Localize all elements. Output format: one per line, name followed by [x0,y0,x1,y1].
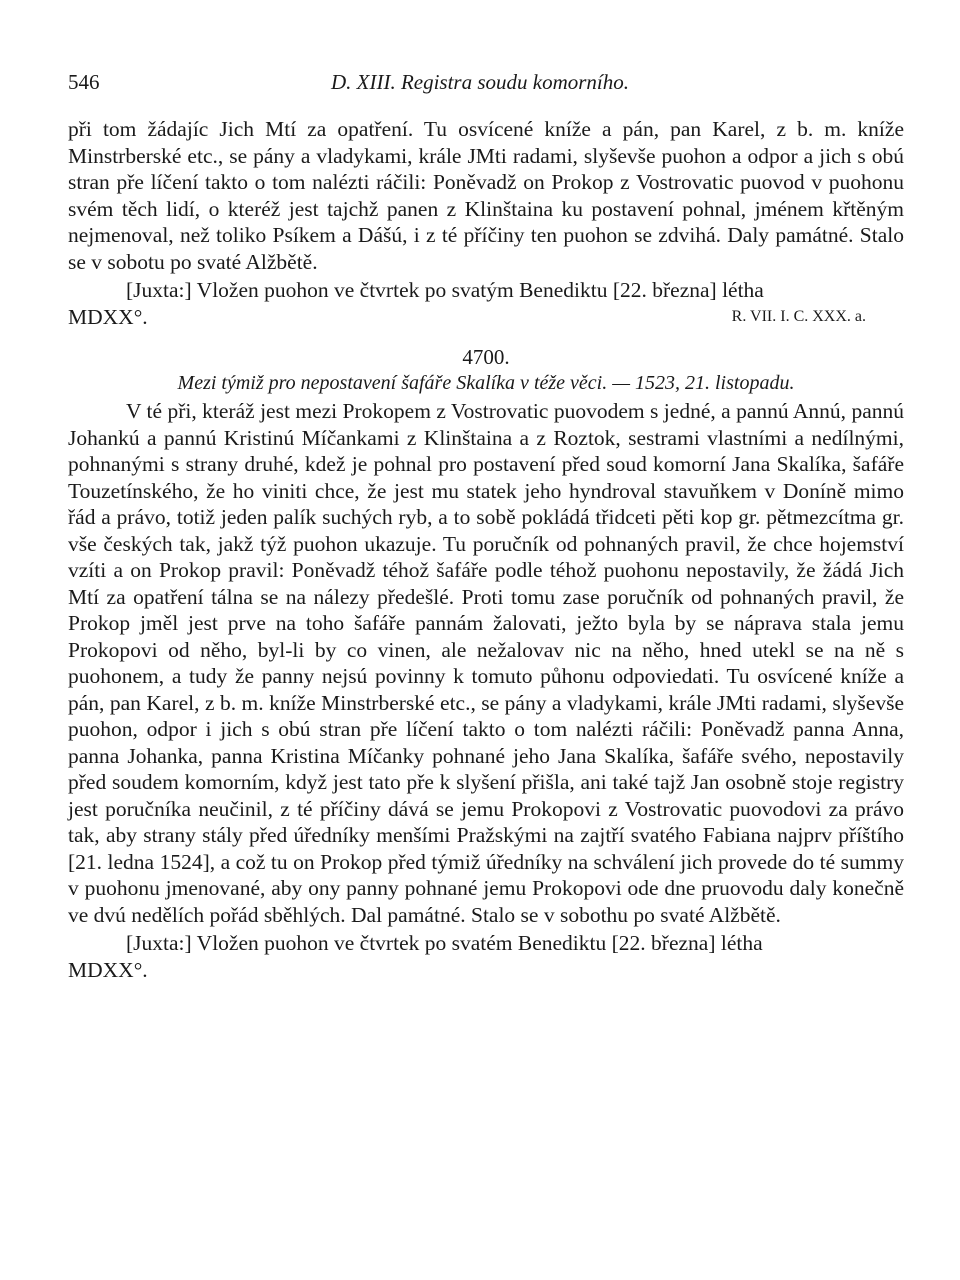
document-juxta: [Juxta:] Vložen puohon ve čtvrtek po svatém Benediktu [22. března] létha [126,931,763,955]
page-number: 546 [68,70,100,94]
document-heading: Mezi týmiž pro nepostavení šafáře Skalíka v téže věci. — 1523, 21. listopadu. [177,372,795,394]
source-reference: R. VII. I. C. XXX. a. [731,307,866,325]
prev-entry-juxta: [Juxta:] Vložen puohon ve čtvrtek po svatým Benediktu [22. března] létha [126,278,764,302]
page-body [68,116,904,983]
running-title: D. XIII. Registra soudu komorního. [330,70,630,94]
document-number: 4700. [462,345,510,369]
prev-entry-paragraph: při tom žádajíc Jich Mtí za opatření. Tu osvícené kníže a pán, pan Karel, z b. m. kníže Minstrberské etc., se pány a vladykami, krále JMti radami, slyševše puohon a odpor a jich s obú stran pře líčení takto o tom nalézti ráčili: Poněvadž on Prokop z Vostrovatic puovod v puohonu svém těch lidí, o kteréž jest tajchž panen z Klinštaina ku postavení pohnal, jménem křtěným nejmenoval, než toliko Psíkem a Dášú, i z té příčiny ten puohon se zdvihá. Daly památné. Stalo se v sobotu po svaté Alžbětě. [68,117,904,274]
page-header [68,64,892,104]
prev-entry-juxta-end [68,304,904,331]
document-paragraph: V té při, kteráž jest mezi Prokopem z Vostrovatic puovodem s jedné, a pannú Annú, pannú Johankú a pannú Kristinú Míčankami z Klinštaina a z Roztok, sestrami vlastními a nedílnými, pohnanými s strany druhé, kdež je pohnal pro postavení před soud komorní Jana Skalíka, šafáře Touzetínského, že ho viniti chce, že jest mu statek jeho hyndroval stavuňkem v Doníně mimo řád a právo, totiž jeden palík suchých ryb, a to sobě pokládá třidceti pěti kop gr. pětmezcítma gr. vše českých tak, jakž týž puohon ukazuje. Tu poručník od pohnaných pravil, že chce hojemství vzíti a on Prokop pravil: Poněvadž téhož šafáře podle téhož puohonu nepostavily, že žádá Jich Mtí za opatření tálna se na nálezy předešlé. Proti tomu zase poručník od pohnaných pravil, že Prokop jměl jest prve na toho šafáře pannám žalovati, ježto byla by se náprava stala jemu Prokopovi od něho, byl-li by co vinen, ale nežalovav nic na něho, hned utekl se na ně s puohonem, a tudy že panny nejsú povinny k tomuto půhonu odpoviedati. Tu osvícené kníže a pán, pan Karel, z b. m. kníže Minstrberské etc., se pány a vladykami, krále JMti radami, slyševše puohon, odpor i jich s obú stran pře líčení takto o tom nalézti ráčili: Poněvadž panna Anna, panna Johanka, panna Kristina Míčanky pohnané jeho Jana Skalíka, šafáře svého, nepostavily před soudem komorním, když jest tato pře k slyšení přišla, ani také tajž Jan osobně stoje registry jest poručníka neučinil, z té příčiny dává se jemu Prokopovi z Vostrovatic puovodovi za právo tak, aby strany stály před úředníky menšími Pražskými na zajtří svatého Fabiana najprv příštího [21. ledna 1524], a což tu on Prokop před týmiž úředníky na schválení jich provede do té summy v puohonu jmenované, aby ony panny pohnané jemu Prokopovi ode dne pruovodu daly konečně ve dvú nedělích pořád sběhlých. Dal památné. Stalo se v sobothu po svaté Alžbětě. [68,399,904,927]
document-year: MDXX°. [68,957,148,982]
prev-entry-year: MDXX°. [68,304,148,329]
